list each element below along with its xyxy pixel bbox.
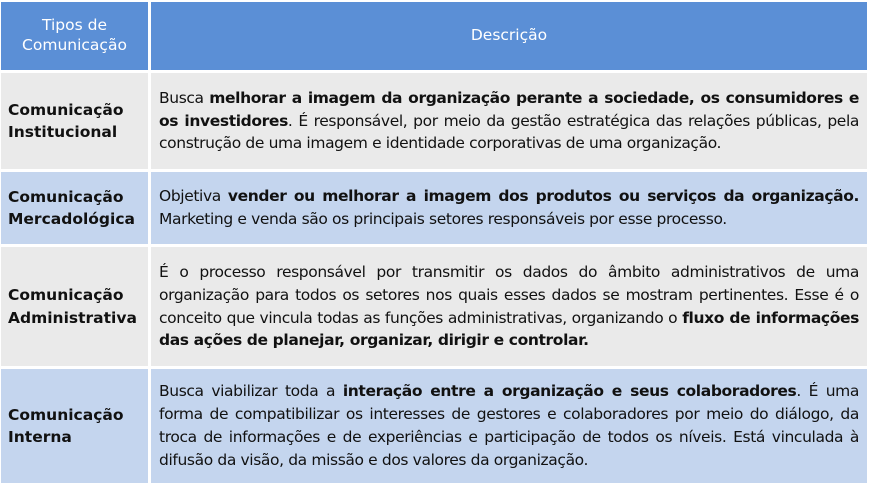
header-tipos — [1, 2, 151, 73]
table-header-row — [1, 2, 867, 73]
desc-text: É o processo responsável por transmitir os dados do âmbito administrativos de uma organização para todos os setores nos quais esses dados se mostram pertinentes. Esse é o conceito que vincula todas as funções administrativas, organizando o — [159, 262, 859, 327]
table-row — [1, 73, 867, 172]
type-line1: Comunicação — [8, 405, 124, 424]
desc-text: . É uma forma de compatibilizar os interesses de gestores e colaboradores por meio do diálogo, da troca de informações e de experiências e participação de todos os níveis. Está vinculada à difusão da visão, da missão e dos valores da organização. — [159, 382, 859, 469]
desc-text: . É responsável, por meio da gestão estratégica das relações públicas, pela construção de uma imagem e identidade corporativas de uma organização. — [159, 111, 860, 153]
type-cell — [1, 73, 151, 172]
type-line2: Administrativa — [8, 308, 137, 327]
type-line2: Institucional — [8, 123, 118, 141]
table-row — [1, 172, 867, 247]
type-line1: Comunicação — [8, 100, 124, 119]
desc-cell — [151, 369, 867, 486]
type-line1: Comunicação — [8, 187, 124, 206]
table-row — [1, 247, 867, 369]
desc-cell — [151, 247, 867, 369]
type-cell — [1, 369, 151, 486]
type-cell — [1, 172, 151, 247]
communication-types-table — [1, 2, 867, 486]
header-tipos-line1: Tipos de — [42, 16, 107, 35]
desc-bold: interação entre a organização e seus colaboradores — [342, 382, 797, 401]
desc-cell — [151, 172, 867, 247]
type-line2: Mercadológica — [8, 210, 135, 228]
desc-text: Busca viabilizar toda a — [159, 382, 343, 401]
desc-text: Busca — [159, 88, 210, 107]
desc-cell — [151, 73, 867, 172]
desc-text: Marketing e venda são os principais setores responsáveis por esse processo. — [159, 210, 727, 228]
type-line2: Interna — [8, 428, 72, 446]
type-line1: Comunicação — [8, 286, 124, 305]
desc-bold: vender ou melhorar a imagem dos produtos ou serviços da organização. — [227, 187, 859, 206]
type-cell — [1, 247, 151, 369]
desc-bold: melhorar a imagem da organização perante a sociedade, os consumidores e os investidores — [159, 88, 860, 130]
header-tipos-line2: Comunicação — [22, 36, 127, 54]
header-descricao: Descrição — [151, 2, 867, 73]
desc-bold: fluxo de informações das ações de planejar, organizar, dirigir e controlar. — [159, 308, 859, 350]
desc-text: Objetiva — [159, 187, 228, 206]
table-row — [1, 369, 867, 486]
